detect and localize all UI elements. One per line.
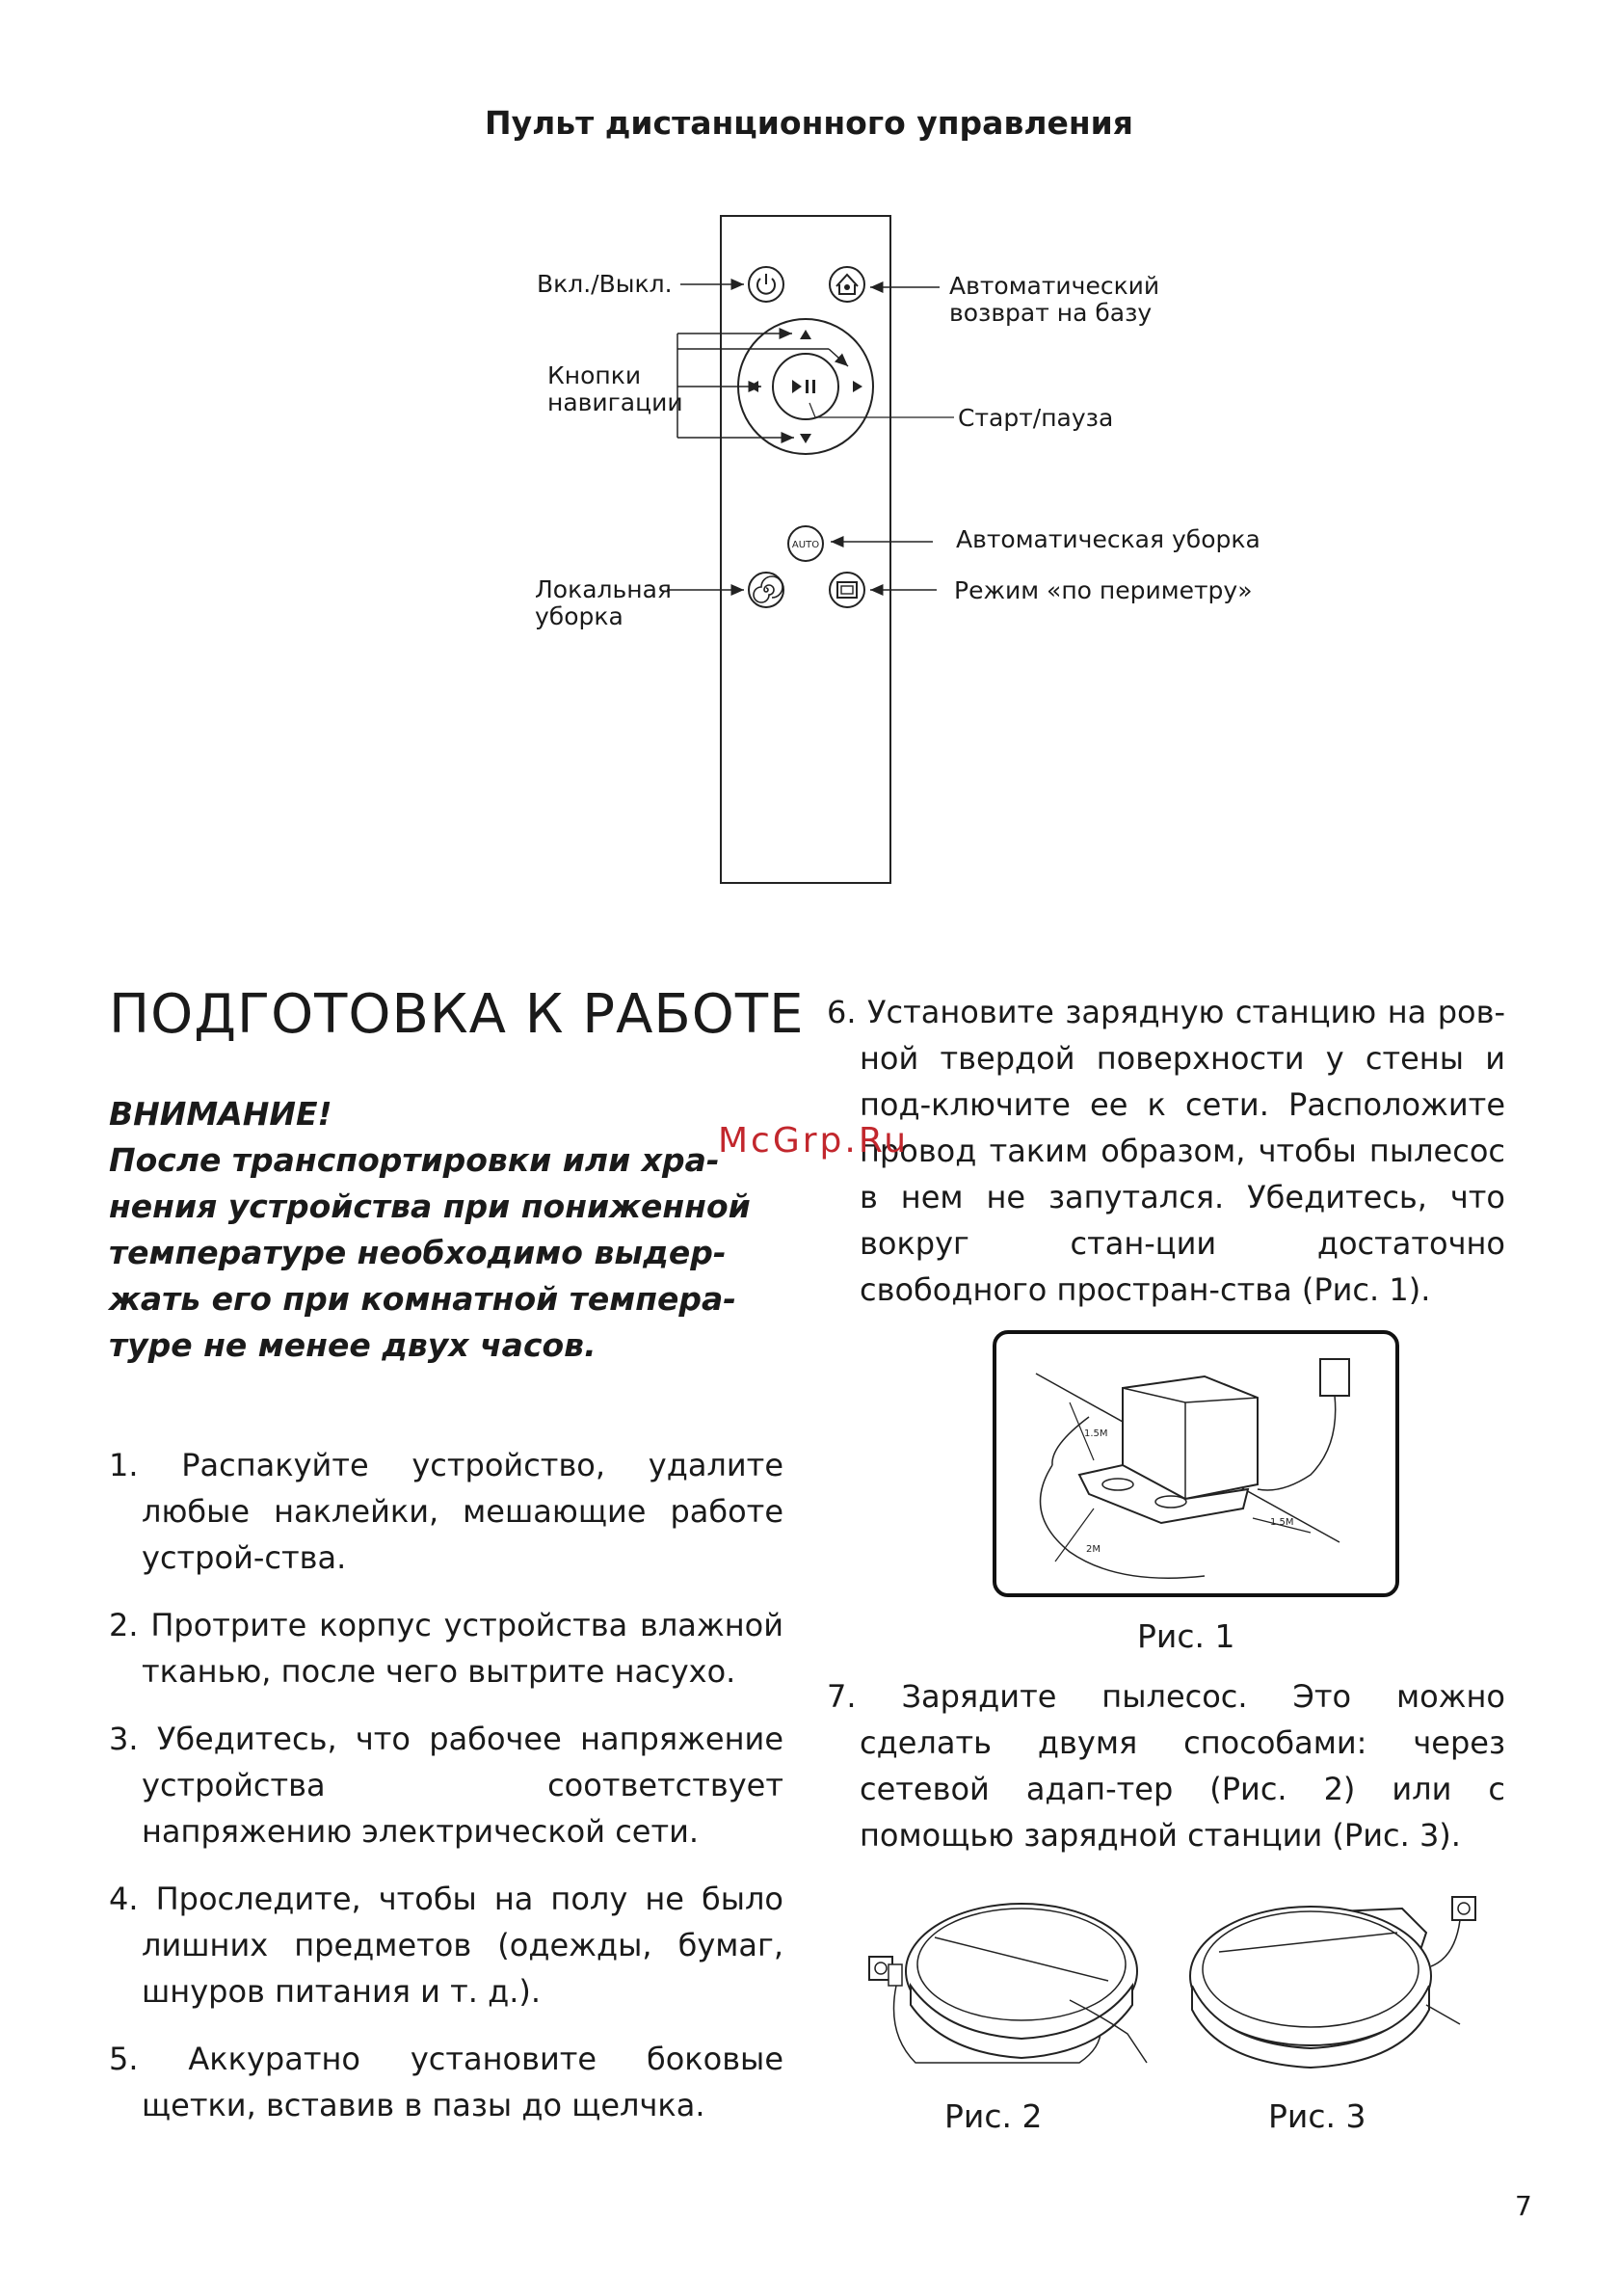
label-start-pause: Старт/пауза bbox=[958, 404, 1114, 432]
label-home-2: возврат на базу bbox=[949, 299, 1153, 327]
label-spot-2: уборка bbox=[535, 602, 623, 630]
watermark: McGrp.Ru bbox=[718, 1121, 910, 1161]
warning-block bbox=[109, 1091, 783, 1369]
step-text: Установите зарядную станцию на ров-ной твердой поверхности у стены и под-ключите ее к сети. Расположите провод таким образом, чтобы пылесос в нем не запутался. Убедитесь, что вокруг стан-ции достаточно свободного простран-ства (Рис. 1). bbox=[860, 994, 1505, 1308]
fig1-dim-side: 1.5M bbox=[1084, 1428, 1108, 1439]
step-number: 4. bbox=[109, 1881, 139, 1917]
warning-line: жать его при комнатной темпера- bbox=[109, 1280, 736, 1318]
figure-2-caption: Рис. 2 bbox=[944, 2097, 1043, 2135]
warning-line: После транспортировки или хра- bbox=[109, 1141, 720, 1179]
fig1-dim-front: 2M bbox=[1086, 1544, 1101, 1555]
home-icon bbox=[830, 267, 864, 302]
warning-line: туре не менее двух часов. bbox=[109, 1326, 597, 1364]
warning-line: нения устройства при пониженной bbox=[109, 1188, 751, 1225]
step-text: Зарядите пылесос. Это можно сделать двумя способами: через сетевой адап-тер (Рис. 2) или с помощью зарядной станции (Рис. 3). bbox=[860, 1678, 1506, 1854]
label-spot-1: Локальная bbox=[535, 575, 672, 603]
play-pause-icon bbox=[792, 380, 802, 393]
step-text: Убедитесь, что рабочее напряжение устройства соответствует напряжению электрической сети. bbox=[142, 1721, 784, 1850]
fig1-dim-right: 1.5M bbox=[1270, 1517, 1294, 1528]
spiral-icon bbox=[749, 573, 783, 607]
label-power: Вкл./Выкл. bbox=[537, 270, 673, 298]
figure-1-caption: Рис. 1 bbox=[1137, 1617, 1235, 1655]
power-icon bbox=[749, 267, 783, 302]
step-text: Проследите, чтобы на полу не было лишних предметов (одежды, бумаг, шнуров питания и т. д.). bbox=[142, 1881, 784, 2010]
list-item bbox=[109, 2036, 783, 2128]
label-auto-clean: Автоматическая уборка bbox=[956, 525, 1260, 553]
figure-2-adapter-charging bbox=[858, 1889, 1156, 2082]
list-item bbox=[827, 1673, 1505, 1858]
figure-1-charging-station bbox=[993, 1330, 1399, 1597]
list-item bbox=[827, 989, 1505, 1313]
page-number: 7 bbox=[1515, 2190, 1532, 2222]
step-text: Протрите корпус устройства влажной тканью, после чего вытрите насухо. bbox=[142, 1607, 784, 1690]
auto-button-text: AUTO bbox=[791, 540, 820, 550]
step-number: 2. bbox=[109, 1607, 139, 1643]
label-nav-2: навигации bbox=[547, 388, 683, 416]
step-number: 1. bbox=[109, 1447, 139, 1483]
step-number: 5. bbox=[109, 2041, 139, 2077]
label-edge: Режим «по периметру» bbox=[954, 576, 1253, 604]
list-item bbox=[109, 1876, 783, 2015]
step-number: 7. bbox=[827, 1678, 857, 1715]
nav-right-icon bbox=[853, 381, 862, 392]
step-text: Аккуратно установите боковые щетки, вставив в пазы до щелчка. bbox=[142, 2041, 783, 2123]
remote-title: Пульт дистанционного управления bbox=[485, 104, 1133, 142]
step-number: 3. bbox=[109, 1721, 139, 1757]
label-nav-1: Кнопки bbox=[547, 361, 642, 389]
warning-line: температуре необходимо выдер- bbox=[109, 1234, 727, 1271]
auto-button-icon bbox=[788, 526, 823, 561]
step-number: 6. bbox=[827, 994, 857, 1030]
section-title: ПОДГОТОВКА К РАБОТЕ bbox=[109, 983, 805, 1046]
figure-3-station-charging bbox=[1180, 1880, 1508, 2082]
nav-down-icon bbox=[800, 434, 811, 443]
label-home-1: Автоматический bbox=[949, 272, 1160, 300]
warning-heading: ВНИМАНИЕ! bbox=[109, 1095, 332, 1133]
list-item bbox=[109, 1716, 783, 1855]
nav-up-icon bbox=[800, 330, 811, 339]
list-item bbox=[109, 1442, 783, 1581]
list-item bbox=[109, 1602, 783, 1695]
edge-icon bbox=[830, 573, 864, 607]
step-text: Распакуйте устройство, удалите любые наклейки, мешающие работе устрой-ства. bbox=[142, 1447, 784, 1576]
figure-3-caption: Рис. 3 bbox=[1268, 2097, 1366, 2135]
